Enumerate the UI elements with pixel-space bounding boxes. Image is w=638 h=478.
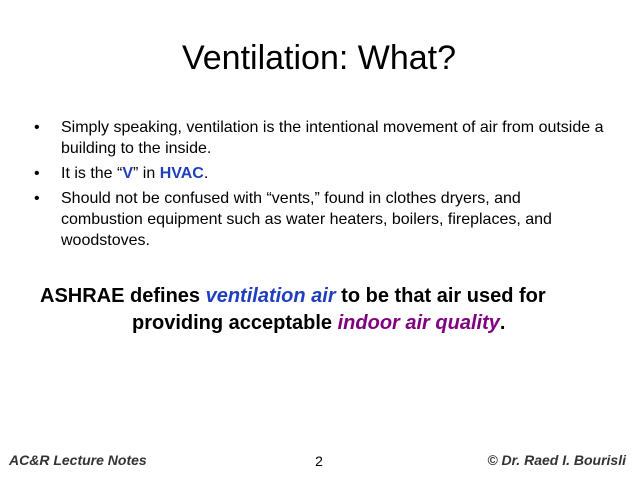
bullet-text-prefix: It is the “ (61, 165, 123, 182)
bullet-item (34, 163, 604, 184)
term-ventilation-air: ventilation air (205, 285, 336, 307)
footer-course-name: AC&R Lecture Notes (9, 452, 147, 468)
definition-part1: ASHRAE defines (40, 285, 206, 307)
definition-line2 (40, 310, 610, 337)
bullet-item (34, 117, 604, 159)
footer-page-number: 2 (315, 453, 323, 469)
bullet-text: Simply speaking, ventilation is the intentional movement of air from outside a building to the inside. (61, 119, 604, 157)
footer-author: © Dr. Raed I. Bourisli (487, 452, 626, 468)
highlight-v: V (122, 165, 134, 182)
bullet-text-middle: ” in (133, 165, 160, 182)
slide-title: Ventilation: What? (181, 39, 457, 77)
bullet-list (34, 117, 604, 255)
bullet-dot: • (34, 165, 40, 182)
bullet-text-suffix: . (203, 165, 209, 182)
definition-part3: providing acceptable (132, 312, 338, 334)
highlight-hvac: HVAC (159, 165, 204, 182)
bullet-dot: • (34, 119, 40, 136)
ashrae-definition (40, 283, 610, 337)
definition-part4: . (499, 312, 506, 334)
definition-part2: to be that air used for (335, 285, 546, 307)
bullet-text: Should not be confused with “vents,” found in clothes dryers, and combustion equipment such as water heaters, boilers, fireplaces, and woodstoves. (61, 190, 552, 249)
bullet-dot: • (34, 190, 40, 207)
term-indoor-air-quality: indoor air quality (337, 312, 500, 334)
bullet-item (34, 188, 604, 251)
